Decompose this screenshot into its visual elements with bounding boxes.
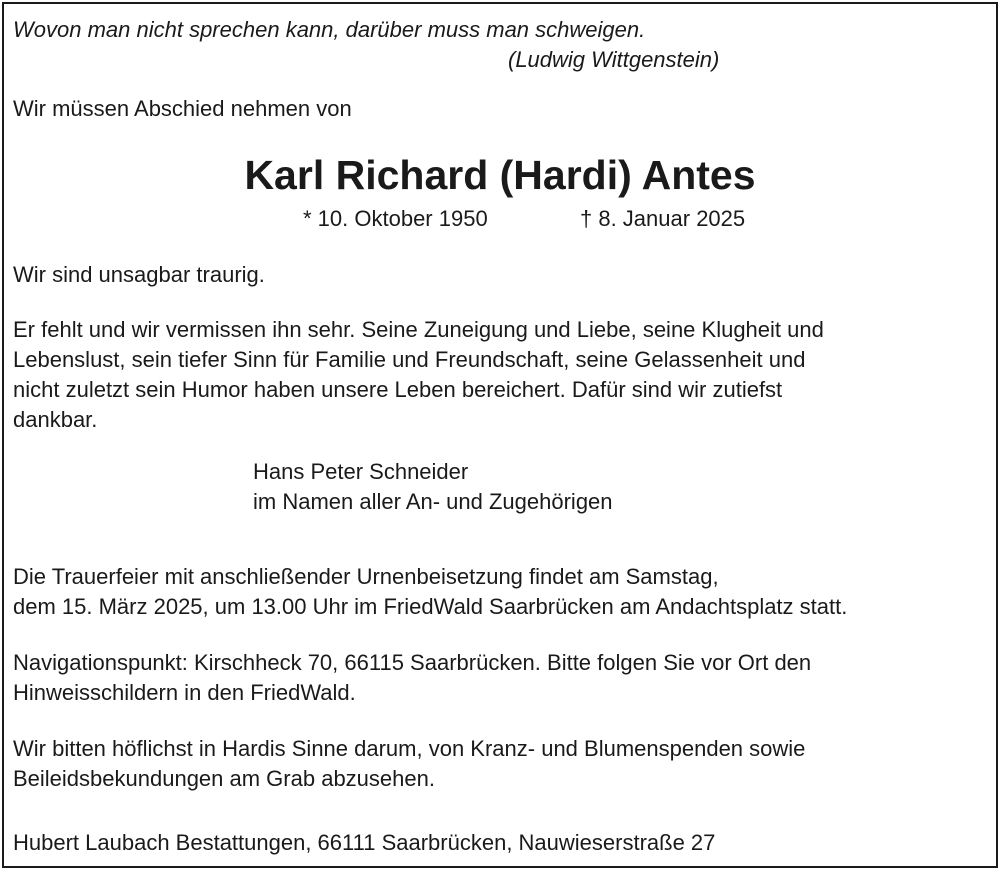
- tribute-line: nicht zuletzt sein Humor haben unsere Leben bereichert. Dafür sind wir zutiefst: [13, 377, 783, 402]
- request-paragraph: [13, 734, 805, 794]
- ceremony-line: dem 15. März 2025, um 13.00 Uhr im FriedWald Saarbrücken am Andachtsplatz statt.: [13, 594, 848, 619]
- deceased-name: Karl Richard (Hardi) Antes: [244, 152, 756, 198]
- sad-line: Wir sind unsagbar traurig.: [13, 262, 265, 287]
- quote-author: (Ludwig Wittgenstein): [508, 47, 720, 72]
- tribute-paragraph: [13, 315, 824, 435]
- request-line: Wir bitten höflichst in Hardis Sinne darum, von Kranz- und Blumenspenden sowie: [13, 736, 806, 761]
- signature-block: [253, 457, 613, 517]
- tribute-line: Lebenslust, sein tiefer Sinn für Familie und Freundschaft, seine Gelassenheit und: [13, 347, 806, 372]
- quote-text: Wovon man nicht sprechen kann, darüber muss man schweigen.: [13, 17, 646, 42]
- signature-name: Hans Peter Schneider: [253, 459, 469, 484]
- navigation-line: Hinweisschildern in den FriedWald.: [13, 680, 356, 705]
- ceremony-line: Die Trauerfeier mit anschließender Urnenbeisetzung findet am Samstag,: [13, 564, 719, 589]
- tribute-line: Er fehlt und wir vermissen ihn sehr. Seine Zuneigung und Liebe, seine Klugheit und: [13, 317, 824, 342]
- death-date: † 8. Januar 2025: [580, 206, 746, 231]
- intro-text: Wir müssen Abschied nehmen von: [13, 96, 352, 121]
- signature-subtitle: im Namen aller An- und Zugehörigen: [253, 489, 613, 514]
- navigation-paragraph: [13, 648, 811, 708]
- navigation-line: Navigationspunkt: Kirschheck 70, 66115 Saarbrücken. Bitte folgen Sie vor Ort den: [13, 650, 812, 675]
- tribute-line: dankbar.: [13, 407, 98, 432]
- undertaker-line: Hubert Laubach Bestattungen, 66111 Saarbrücken, Nauwieserstraße 27: [13, 830, 716, 855]
- ceremony-paragraph: [13, 562, 847, 622]
- request-line: Beileidsbekundungen am Grab abzusehen.: [13, 766, 435, 791]
- birth-date: * 10. Oktober 1950: [303, 206, 488, 231]
